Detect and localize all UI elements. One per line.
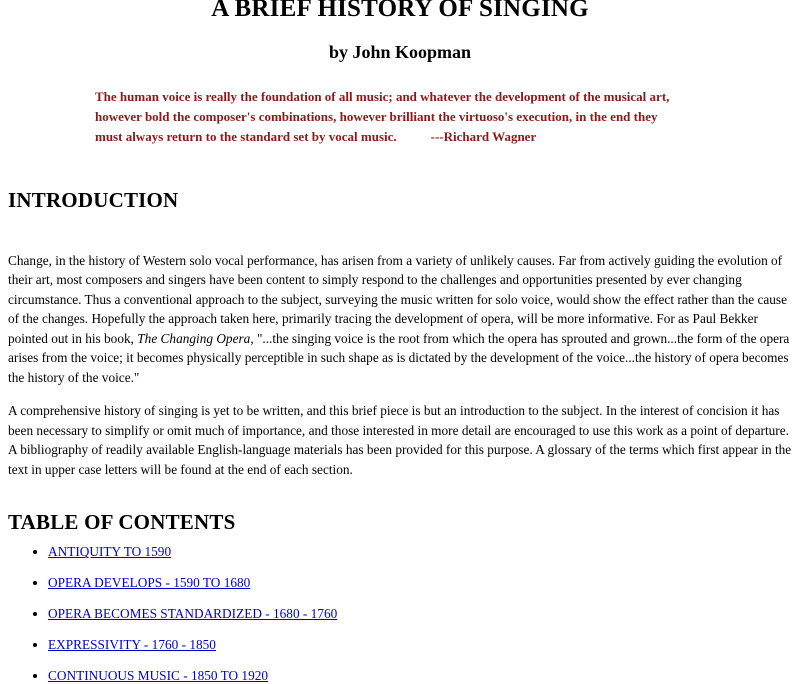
toc-link-antiquity[interactable]: ANTIQUITY TO 1590	[48, 544, 172, 560]
quote-text: The human voice is really the foundation of all music; and whatever the development of the musical art, however bold the composer's combinations, however brilliant the virtuoso's execution, in the end they must always return to the standard set by vocal music.	[95, 89, 670, 144]
section-heading-introduction: INTRODUCTION	[8, 187, 179, 212]
intro-paragraph-1	[8, 251, 792, 388]
list-item	[48, 637, 792, 653]
epigraph-quote	[8, 87, 792, 146]
list-item	[48, 668, 792, 684]
author-byline: by John Koopman	[328, 42, 472, 63]
toc-link-expressivity[interactable]: EXPRESSIVITY - 1760 - 1850	[48, 637, 216, 653]
paragraph-text-part-2: , "...the singing voice is the root from which the opera has sprouted and grown...the form of the opera arises from the voice; it becomes physically perceptible in such shape as is dictated by the development of the voice...the history of opera becomes the history of the voice."	[8, 330, 790, 385]
book-title-italic: The Changing Opera	[137, 330, 251, 346]
toc-link-opera-develops[interactable]: OPERA DEVELOPS - 1590 TO 1680	[48, 575, 251, 591]
list-item	[48, 544, 792, 560]
toc-link-continuous-music[interactable]: CONTINUOUS MUSIC - 1850 TO 1920	[48, 668, 269, 684]
page-title: A BRIEF HISTORY OF SINGING	[211, 0, 589, 22]
intro-paragraph-2	[8, 401, 792, 479]
paragraph-text: A comprehensive history of singing is yet to be written, and this brief piece is but an introduction to the subject. In the interest of concision it has been necessary to simplify or omit much of importance, and those interested in more detail are encouraged to use this work as a point of departure. A bibliography of readily available English-language materials has been provided for this purpose. A glossary of the terms which first appear in the text in upper case letters will be found at the end of each section.	[8, 403, 792, 477]
paragraph-text-part-1: Change, in the history of Western solo vocal performance, has arisen from a variety of unlikely causes. Far from actively guiding the evolution of their art, most composers and singers have been content to simply respond to the challenges and opportunities presented by ever changing circumstance. Thus a conventional approach to the subject, surveying the music written for solo voice, would show the effect rather than the cause of the changes. Hopefully the approach taken here, primarily tracing the development of opera, will be more informative. For as Paul Bekker pointed out in his book,	[8, 252, 787, 346]
toc-link-opera-standardized[interactable]: OPERA BECOMES STANDARDIZED - 1680 - 1760	[48, 606, 338, 622]
quote-attribution: ---Richard Wagner	[430, 128, 537, 144]
table-of-contents-heading: TABLE OF CONTENTS	[8, 510, 236, 535]
table-of-contents-list	[8, 544, 792, 684]
list-item	[48, 575, 792, 591]
list-item	[48, 606, 792, 622]
